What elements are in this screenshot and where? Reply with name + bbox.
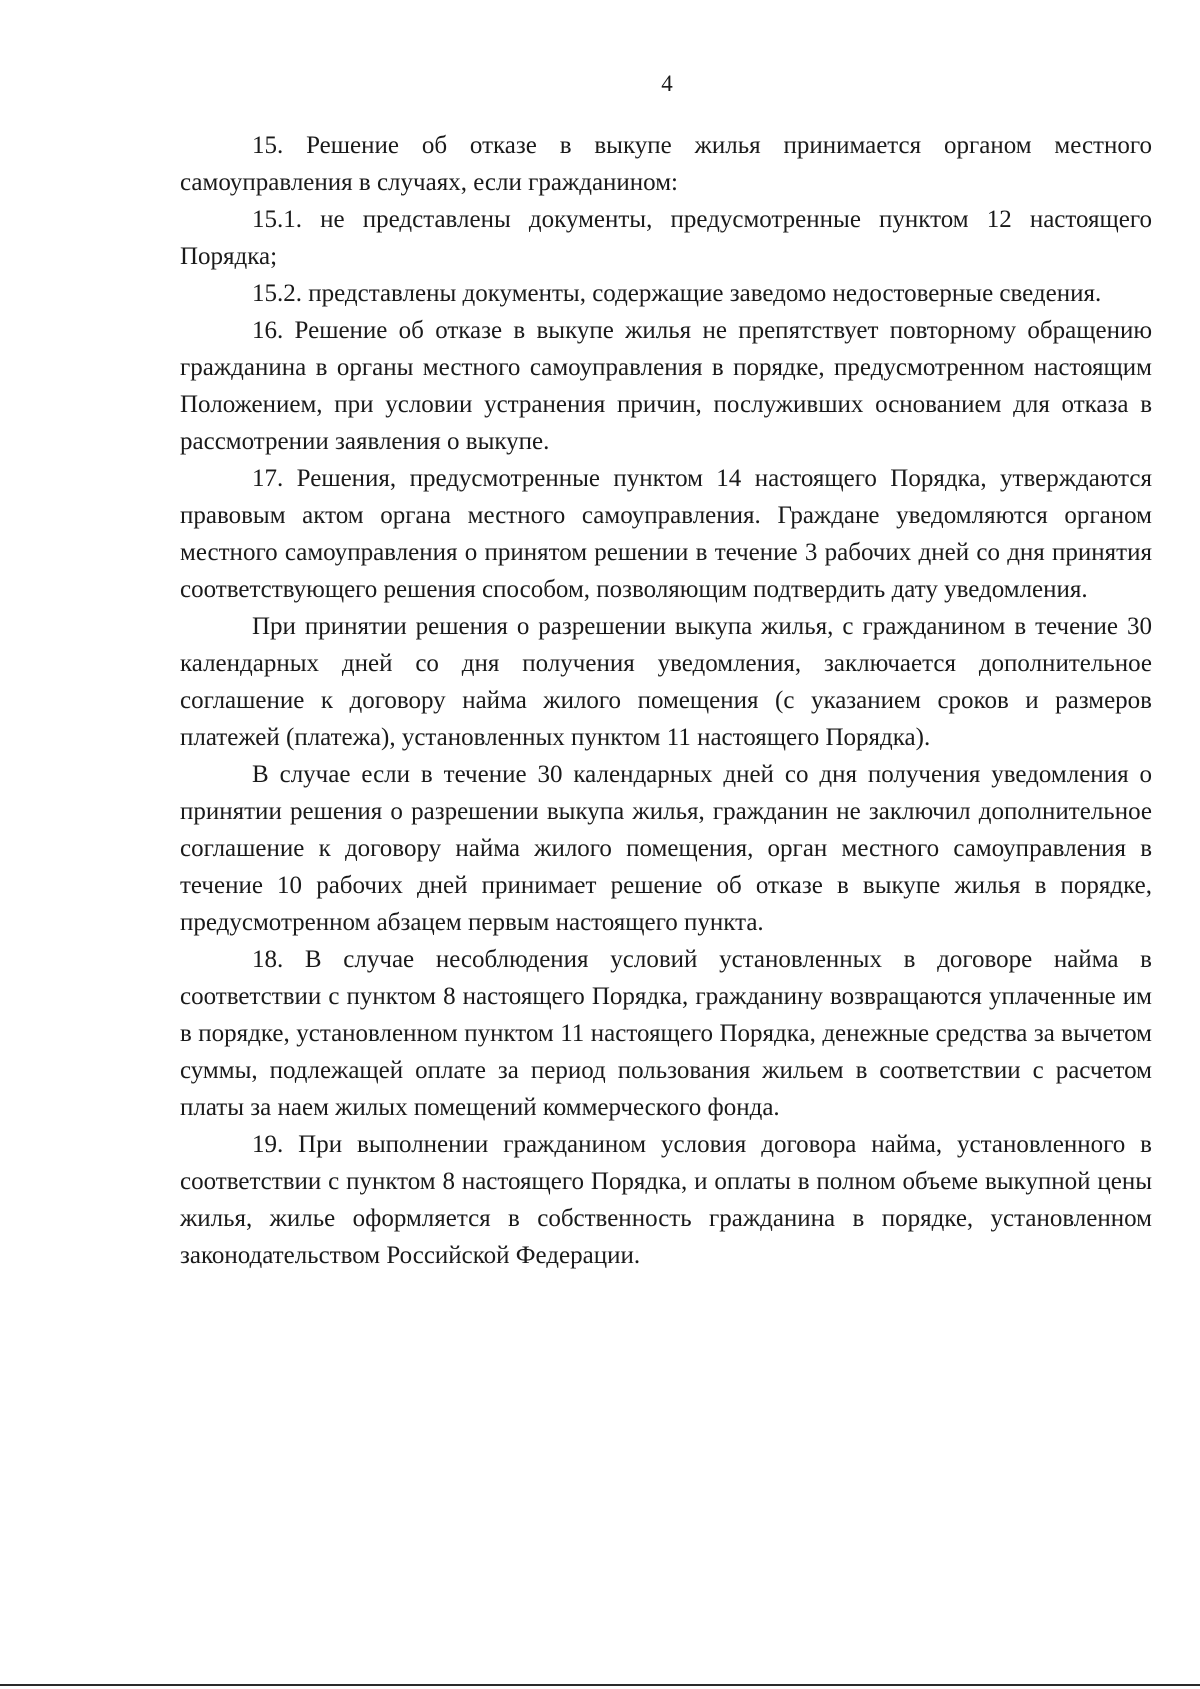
paragraph-19: 19. При выполнении гражданином условия договора найма, установленного в соответствии с пунктом 8 настоящего Порядка, и оплаты в полном объеме выкупной цены жилья, жилье оформляется в собственность гражданина в порядке, установленном законодательством Российской Федерации. <box>180 1131 1152 1269</box>
document-body <box>180 127 1152 1274</box>
paragraph-17-approval: При принятии решения о разрешении выкупа жилья, с гражданином в течение 30 календарных дней со дня получения уведомления, заключается дополнительное соглашение к договору найма жилого помещения (с указанием сроков и размеров платежей (платежа), установленных пунктом 11 настоящего Порядка). <box>180 613 1152 751</box>
bottom-scan-edge <box>0 1684 1200 1686</box>
paragraph-18: 18. В случае несоблюдения условий установленных в договоре найма в соответствии с пунктом 8 настоящего Порядка, гражданину возвращаются уплаченные им в порядке, установленном пунктом 11 настоящего Порядка, денежные средства за вычетом суммы, подлежащей оплате за период пользования жильем в соответствии с расчетом платы за наем жилых помещений коммерческого фонда. <box>180 946 1152 1121</box>
paragraph-15-2: 15.2. представлены документы, содержащие заведомо недостоверные сведения. <box>252 280 1102 307</box>
paragraph-15-1: 15.1. не представлены документы, предусмотренные пунктом 12 настоящего Порядка; <box>180 206 1152 270</box>
page-number: 4 <box>661 71 673 96</box>
paragraph-15: 15. Решение об отказе в выкупе жилья принимается органом местного самоуправления в случаях, если гражданином: <box>180 132 1152 196</box>
paragraph-17-refusal: В случае если в течение 30 календарных дней со дня получения уведомления о принятии решения о разрешении выкупа жилья, гражданин не заключил дополнительное соглашение к договору найма жилого помещения, орган местного самоуправления в течение 10 рабочих дней принимает решение об отказе в выкупе жилья в порядке, предусмотренном абзацем первым настоящего пункта. <box>180 761 1152 936</box>
paragraph-17: 17. Решения, предусмотренные пунктом 14 настоящего Порядка, утверждаются правовым актом органа местного самоуправления. Граждане уведомляются органом местного самоуправления о принятом решении в течение 3 рабочих дней со дня принятия соответствующего решения способом, позволяющим подтвердить дату уведомления. <box>180 465 1152 603</box>
paragraph-16: 16. Решение об отказе в выкупе жилья не препятствует повторному обращению гражданина в органы местного самоуправления в порядке, предусмотренном настоящим Положением, при условии устранения причин, послуживших основанием для отказа в рассмотрении заявления о выкупе. <box>180 317 1152 455</box>
